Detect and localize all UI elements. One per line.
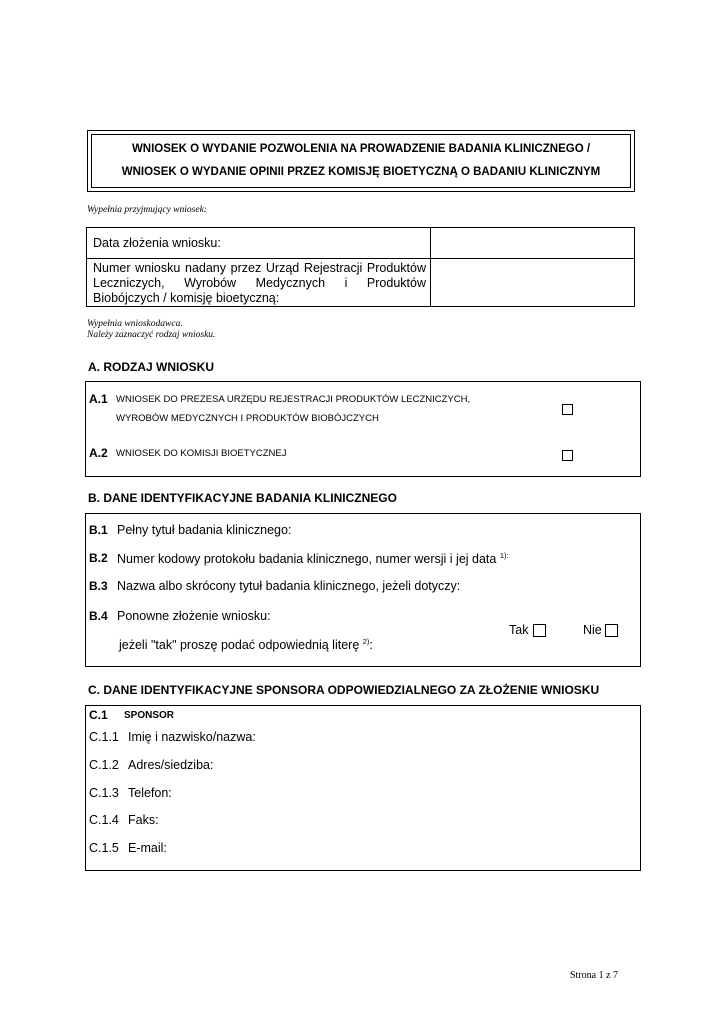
a2-code: A.2 xyxy=(89,446,108,460)
sponsor-name-label: Imię i nazwisko/nazwa: xyxy=(128,730,256,744)
b2-label-wrapper xyxy=(117,551,509,566)
a1-label-line-1: WNIOSEK DO PREZESA URZĘDU REJESTRACJI PRODUKTÓW LECZNICZYCH, xyxy=(116,394,471,405)
table-column-divider xyxy=(430,228,431,306)
b1-label: Pełny tytuł badania klinicznego: xyxy=(117,523,292,537)
sponsor-phone-label: Telefon: xyxy=(128,786,172,800)
intake-note: Wypełnia przyjmujący wniosek: xyxy=(87,205,207,215)
submission-date-field[interactable] xyxy=(432,229,632,257)
sponsor-subheading: SPONSOR xyxy=(124,710,175,721)
yes-checkbox[interactable] xyxy=(533,624,546,637)
a1-code: A.1 xyxy=(89,392,108,406)
form-title-box xyxy=(87,130,635,192)
form-title-line-2: WNIOSEK O WYDANIE OPINII PRZEZ KOMISJĘ BIOETYCZNĄ O BADANIU KLINICZNYM xyxy=(121,166,601,178)
c11-code: C.1.1 xyxy=(89,730,119,744)
form-title-inner-frame xyxy=(91,134,631,188)
registration-table xyxy=(86,227,635,307)
no-checkbox[interactable] xyxy=(605,624,618,637)
section-c-box xyxy=(85,705,641,871)
application-number-field[interactable] xyxy=(432,260,632,305)
b4-sub-colon: : xyxy=(369,638,373,653)
b4-sub-label: jeżeli "tak" proszę podać odpowiednią literę xyxy=(119,638,360,653)
c14-code: C.1.4 xyxy=(89,813,119,827)
b2-footnote-ref: 1): xyxy=(499,551,509,560)
submission-date-label: Data złożenia wniosku: xyxy=(93,236,221,250)
c15-code: C.1.5 xyxy=(89,841,119,855)
sponsor-fax-label: Faks: xyxy=(128,813,159,827)
a1-checkbox[interactable] xyxy=(562,404,573,415)
section-a-box xyxy=(85,381,641,477)
b3-code: B.3 xyxy=(89,579,108,593)
b4-footnote-ref: 2) xyxy=(362,637,370,646)
section-b-box xyxy=(85,513,641,667)
table-row-divider xyxy=(87,258,634,259)
a2-label: WNIOSEK DO KOMISJI BIOETYCZNEJ xyxy=(116,448,287,459)
b4-sub-wrapper xyxy=(119,637,373,652)
sponsor-email-label: E-mail: xyxy=(128,841,167,855)
yes-label: Tak xyxy=(509,623,529,637)
c12-code: C.1.2 xyxy=(89,758,119,772)
applicant-note-line-2: Należy zaznaczyć rodzaj wniosku. xyxy=(87,330,216,340)
b4-code: B.4 xyxy=(89,609,108,623)
section-c-heading: C. DANE IDENTYFIKACYJNE SPONSORA ODPOWIEDZIALNEGO ZA ZŁOŻENIE WNIOSKU xyxy=(88,683,600,697)
applicant-note-line-1: Wypełnia wnioskodawca. xyxy=(87,319,183,329)
sponsor-address-label: Adres/siedziba: xyxy=(128,758,214,772)
c1-code: C.1 xyxy=(89,708,108,722)
c13-code: C.1.3 xyxy=(89,786,119,800)
b3-label: Nazwa albo skrócony tytuł badania klinicznego, jeżeli dotyczy: xyxy=(117,579,461,593)
b4-label: Ponowne złożenie wniosku: xyxy=(117,609,271,623)
section-a-heading: A. RODZAJ WNIOSKU xyxy=(88,360,214,374)
no-label: Nie xyxy=(583,623,602,637)
b2-label: Numer kodowy protokołu badania klinicznego, numer wersji i jej data xyxy=(117,552,497,567)
application-number-label: Numer wniosku nadany przez Urząd Rejestracji Produktów Leczniczych, Wyrobów Medycznych i Produktów Biobójczych / komisję bioetyczną: xyxy=(93,261,426,305)
b2-code: B.2 xyxy=(89,551,108,565)
a2-checkbox[interactable] xyxy=(562,450,573,461)
section-b-heading: B. DANE IDENTYFIKACYJNE BADANIA KLINICZNEGO xyxy=(88,491,397,505)
a1-label-line-2: WYROBÓW MEDYCZNYCH I PRODUKTÓW BIOBÓJCZYCH xyxy=(116,413,379,424)
b1-code: B.1 xyxy=(89,523,108,537)
page-number: Strona 1 z 7 xyxy=(570,970,619,981)
form-title-line-1: WNIOSEK O WYDANIE POZWOLENIA NA PROWADZENIE BADANIA KLINICZNEGO / xyxy=(131,143,591,155)
